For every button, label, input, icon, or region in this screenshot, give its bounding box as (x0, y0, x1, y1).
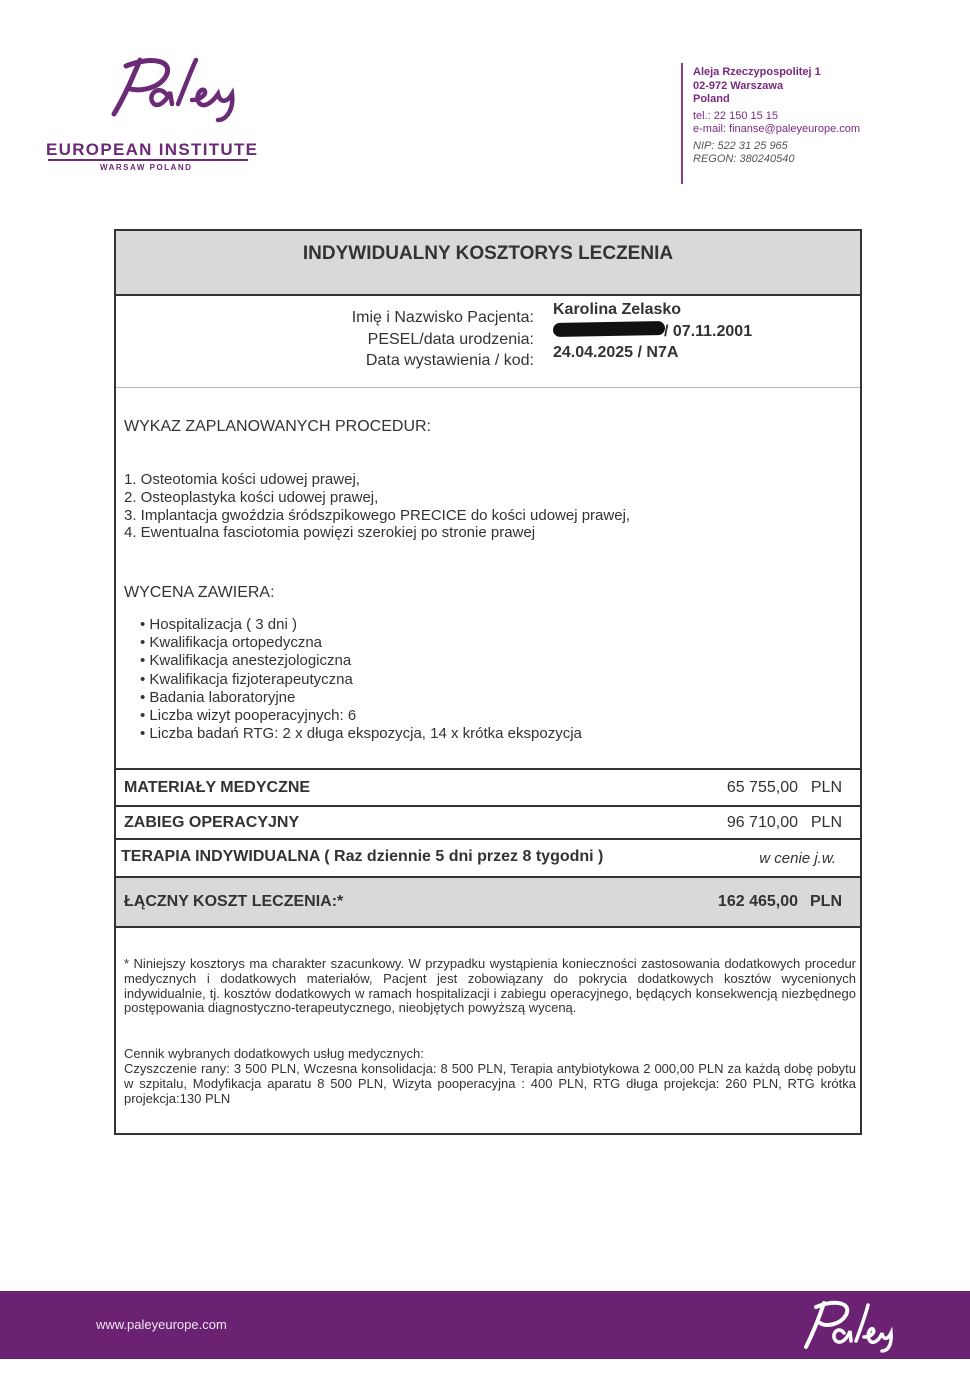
price-list-heading: Cennik wybranych dodatkowych usług medycznych: (124, 1046, 424, 1061)
surgery-label: ZABIEG OPERACYJNY (124, 814, 300, 831)
total-label: ŁĄCZNY KOSZT LECZENIA:* (124, 893, 344, 910)
pesel-label: PESEL/data urodzenia: (367, 331, 534, 348)
procedures-heading: WYKAZ ZAPLANOWANYCH PROCEDUR: (124, 418, 431, 435)
includes-heading: WYCENA ZAWIERA: (124, 584, 275, 601)
procedures-list (124, 471, 630, 542)
paley-logo (44, 62, 259, 182)
issue-date-value: 24.04.2025 / N7A (553, 344, 679, 361)
therapy-note: w cenie j.w. (759, 850, 836, 867)
total-band (116, 876, 860, 928)
list-item: • Liczba badań RTG: 2 x długa ekspozycja, 14 x krótka ekspozycja (140, 725, 582, 743)
estimate-box (114, 229, 862, 1135)
footnote: * Niniejszy kosztorys ma charakter szacunkowy. W przypadku wystąpienia konieczności zastosowania dodatkowych procedur medycznych i dodatkowych materiałów, Pacjent jest zobowiązany do pokrycia dodatkowych kosztów wycenionych indywidualnie, tj. kosztów dodatkowych w ramach hospitalizacji i zabiegu operacyjnego, będących konsekwencją niezbędnego postępowania diagnostyczno-terapeutycznego, nieobjętych powyższą wyceną. (124, 956, 856, 1016)
list-item: 1. Osteotomia kości udowej prawej, (124, 471, 360, 488)
header-divider (681, 63, 683, 184)
surgery-currency: PLN (810, 814, 842, 831)
contact-city: 02-972 Warszawa (693, 79, 784, 92)
price-list: Czyszczenie rany: 3 500 PLN, Wczesna konsolidacja: 8 500 PLN, Terapia antybiotykowa 2 000,00 PLN za każdą dobę pobytu w szpitalu, Modyfikacja aparatu 8 500 PLN, Wizyta pooperacyjna : 400 PLN, RTG długa projekcja: 260 PLN, RTG krótka projekcja:130 PLN (124, 1061, 856, 1106)
list-item: • Hospitalizacja ( 3 dni ) (140, 616, 582, 634)
paley-footer-logo (796, 1297, 896, 1353)
patient-name-label: Imię i Nazwisko Pacjenta: (351, 309, 534, 326)
surgery-amount: 96 710,00 (726, 814, 798, 831)
issue-date-label: Data wystawienia / kod: (365, 352, 534, 369)
redaction-mark (553, 321, 665, 337)
patient-name-value: Karolina Zelasko (553, 301, 682, 318)
logo-divider (48, 159, 248, 161)
contact-country: Poland (693, 93, 730, 105)
list-item: • Badania laboratoryjne (140, 689, 582, 707)
document-title: INDYWIDUALNY KOSZTORYS LECZENIA (302, 243, 674, 264)
logo-title: EUROPEAN INSTITUTE (46, 140, 259, 159)
list-item: 3. Implantacja gwoździa śródszpikowego PRECICE do kości udowej prawej, (124, 506, 631, 524)
title-band (116, 231, 860, 296)
row-divider (116, 805, 860, 807)
contact-email: e-mail: finanse@paleyeurope.com (693, 123, 861, 135)
row-divider (116, 768, 860, 770)
total-amount: 162 465,00 (717, 893, 798, 910)
contact-street: Aleja Rzeczypospolitej 1 (693, 66, 821, 78)
contact-phone: tel.: 22 150 15 15 (693, 109, 779, 122)
list-item: • Kwalifikacja ortopedyczna (140, 634, 582, 652)
list-item: • Kwalifikacja fizjoterapeutyczna (140, 671, 582, 689)
materials-label: MATERIAŁY MEDYCZNE (124, 779, 311, 796)
materials-currency: PLN (810, 779, 842, 796)
list-item: 2. Osteoplastyka kości udowej prawej, (124, 488, 379, 506)
paley-script-logo (96, 54, 256, 124)
list-item: 4. Ewentualna fasciotomia powięzi szerokiej po stronie prawej (124, 524, 536, 542)
section-divider (116, 387, 860, 388)
list-item: • Kwalifikacja anestezjologiczna (140, 652, 582, 670)
total-currency: PLN (810, 893, 842, 910)
list-item: • Liczba wizyt pooperacyjnych: 6 (140, 707, 582, 725)
includes-list (140, 616, 582, 743)
footer-bar (0, 1291, 970, 1359)
contact-block (693, 66, 860, 167)
logo-location: WARSAW POLAND (100, 163, 193, 172)
materials-amount: 65 755,00 (726, 779, 798, 796)
contact-nip: NIP: 522 31 25 965 (693, 139, 788, 152)
pesel-value: / 07.11.2001 (664, 323, 753, 340)
row-divider (116, 838, 860, 840)
therapy-label: TERAPIA INDYWIDUALNA ( Raz dziennie 5 dni przez 8 tygodni ) (121, 848, 604, 865)
footer-website-link[interactable]: www.paleyeurope.com (96, 1317, 227, 1332)
contact-regon: REGON: 380240540 (693, 153, 795, 165)
